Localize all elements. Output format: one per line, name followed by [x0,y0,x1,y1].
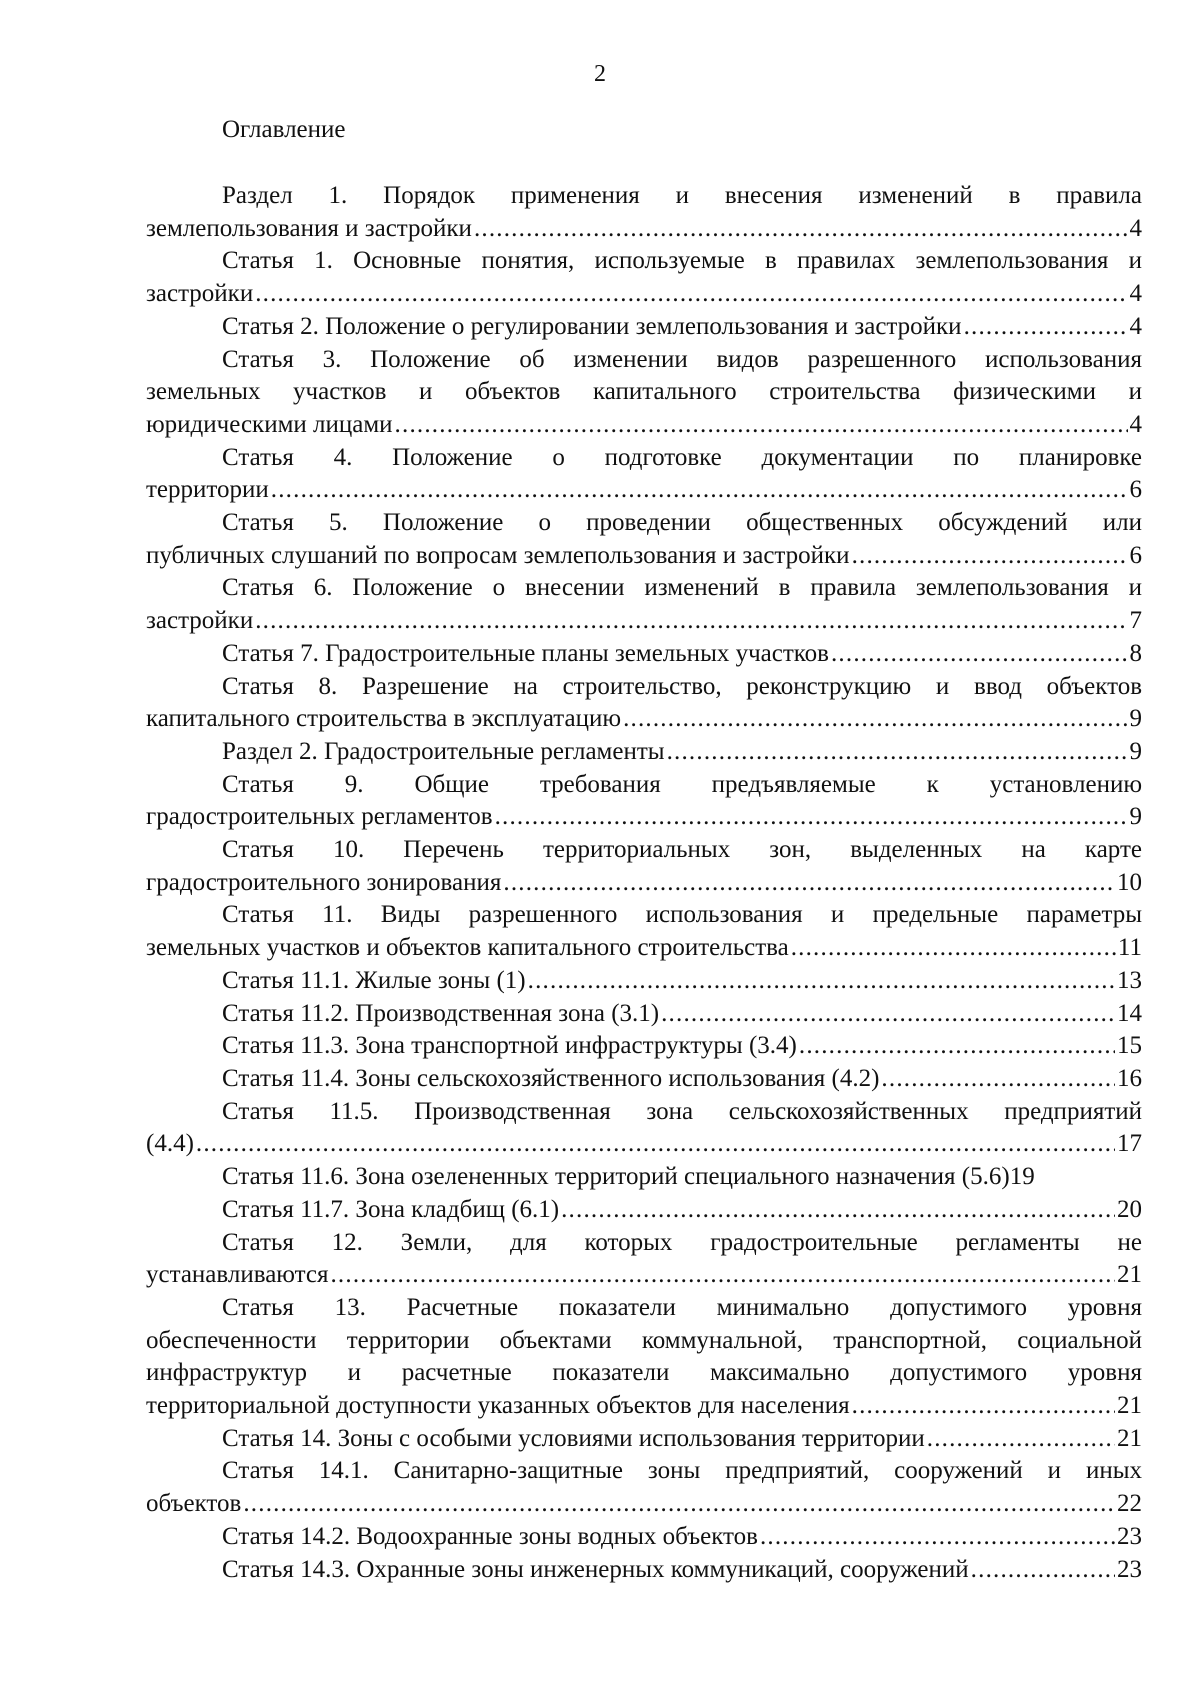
toc-entry-text-line: инфраструктур и расчетные показатели максимально допустимого уровня [146,1359,1142,1387]
dot-leader [395,409,1128,442]
toc-entry-last-line [146,1161,1142,1194]
toc-entry-title: Статья 11.1. Жилые зоны (1) [222,966,526,994]
toc-entry-title: Статья 11.4. Зоны сельскохозяйственного использования (4.2) [222,1064,880,1092]
toc-entry-text-line: Статья 13. Расчетные показатели минимально допустимого уровня [222,1293,1142,1321]
toc-entry-text-line: Статья 1. Основные понятия, используемые в правилах землепользования и [222,247,1142,275]
toc-entry-text-line: Статья 10. Перечень территориальных зон, выделенных на карте [222,836,1142,864]
toc-entry-title: землепользования и застройки [146,214,472,242]
toc-entry[interactable] [146,671,1142,736]
toc-entry[interactable] [146,834,1142,899]
dot-leader [852,540,1128,573]
toc-entry-last-line [146,311,1142,344]
dot-leader [831,638,1128,671]
toc-entry[interactable] [146,1554,1142,1587]
dot-leader [474,213,1128,246]
toc-entry-last-line [146,998,1142,1031]
toc-entry-last-line [146,1423,1142,1456]
toc-entry-last-line [146,736,1142,769]
dot-leader [667,736,1128,769]
toc-entry[interactable] [146,1030,1142,1063]
toc-entry-last-line [146,703,1142,736]
toc-entry-last-line [146,605,1142,638]
dot-leader [495,801,1128,834]
toc-entry-page-number: 23 [1117,1555,1142,1583]
toc-entry-title: Статья 2. Положение о регулировании землепользования и застройки [222,312,962,340]
toc-entry-page-number: 20 [1117,1195,1142,1223]
toc-entry-last-line [146,540,1142,573]
toc-entry-last-line [146,932,1142,965]
toc-entry[interactable] [146,1521,1142,1554]
dot-leader [243,1488,1115,1521]
toc-entry-page-number: 21 [1117,1424,1142,1452]
toc-entry[interactable] [146,1194,1142,1227]
toc-entry[interactable] [146,1455,1142,1520]
toc-entry-text-line: Статья 12. Земли, для которых градостроительные регламенты не [222,1228,1142,1256]
toc-entry-text-line: Статья 14.1. Санитарно-защитные зоны предприятий, сооружений и иных [222,1457,1142,1485]
toc-entry-page-number: 21 [1117,1261,1142,1289]
toc-entry[interactable] [146,442,1142,507]
dot-leader [661,998,1115,1031]
toc-entry-last-line [146,638,1142,671]
toc-entry-title: Статья 7. Градостроительные планы земельных участков [222,639,829,667]
dot-leader [255,278,1127,311]
toc-entry-last-line [146,1390,1142,1423]
toc-entry-text-line: Статья 3. Положение об изменении видов разрешенного использования [222,345,1142,373]
toc-entry-page-number: 6 [1129,541,1142,569]
toc-entry[interactable] [146,769,1142,834]
dot-leader [623,703,1127,736]
dot-leader [799,1030,1115,1063]
toc-entry-last-line [146,213,1142,246]
toc-entry-title: земельных участков и объектов капитального строительства [146,934,789,962]
toc-entry-page-number: 22 [1117,1490,1142,1518]
toc-entry[interactable] [146,344,1142,442]
toc-entry-last-line [146,409,1142,442]
toc-entry-page-number: 19 [1009,1163,1035,1191]
toc-entry[interactable] [146,1292,1142,1423]
toc-entry-page-number: 4 [1129,410,1142,438]
toc-heading: Оглавление [222,116,346,143]
toc-entry-text-line: обеспеченности территории объектами коммунальной, транспортной, социальной [146,1326,1142,1354]
dot-leader [271,474,1128,507]
dot-leader [561,1194,1115,1227]
page-number: 2 [594,61,606,87]
toc-entry-page-number: 15 [1117,1032,1142,1060]
toc-entry[interactable] [146,638,1142,671]
dot-leader [196,1128,1115,1161]
toc-entry-text-line: Статья 11. Виды разрешенного использования и предельные параметры [222,901,1142,929]
toc-entry-last-line [146,1128,1142,1161]
toc-entry-last-line [146,867,1142,900]
toc-entry-title: Раздел 2. Градостроительные регламенты [222,737,665,765]
dot-leader [927,1423,1115,1456]
toc-entry-page-number: 4 [1129,214,1142,242]
dot-leader [760,1521,1115,1554]
toc-entry-page-number: 8 [1129,639,1142,667]
toc-entry-title: капитального строительства в эксплуатацию [146,705,622,733]
toc-entry-last-line [146,1063,1142,1096]
toc-entry-title: территории [146,476,269,504]
toc-entry-title: застройки [146,280,254,308]
toc-entry-text-line: Статья 8. Разрешение на строительство, реконструкцию и ввод объектов [222,672,1142,700]
toc-entry-title: Статья 14. Зоны с особыми условиями использования территории [222,1424,925,1452]
dot-leader [330,1259,1115,1292]
toc-entry[interactable] [146,180,1142,245]
toc-entry-page-number: 13 [1117,966,1142,994]
toc-entry-title: Статья 14.3. Охранные зоны инженерных коммуникаций, сооружений [222,1555,969,1583]
toc-entry[interactable] [146,1227,1142,1292]
dot-leader [964,311,1128,344]
toc-entry[interactable] [146,311,1142,344]
toc-entry[interactable] [146,1161,1142,1194]
toc-entry-last-line [146,278,1142,311]
toc-entry-page-number: 4 [1129,280,1142,308]
toc-entry[interactable] [146,1063,1142,1096]
toc-entry[interactable] [146,1423,1142,1456]
toc-entry-page-number: 10 [1117,868,1142,896]
toc-entry-title: (4.4) [146,1130,194,1158]
toc-entry[interactable] [146,736,1142,769]
toc-entry-page-number: 6 [1129,476,1142,504]
toc-entry-last-line [146,801,1142,834]
toc-entry-text-line: Статья 9. Общие требования предъявляемые к установлению [222,770,1142,798]
toc-entry-last-line [146,1194,1142,1227]
toc-entry-title: Статья 11.6. Зона озелененных территорий специального назначения (5.6) [222,1163,1010,1191]
toc-entry-last-line [146,474,1142,507]
toc-entry-title: градостроительного зонирования [146,868,502,896]
toc-entry[interactable] [146,572,1142,637]
toc-entry-last-line [146,1521,1142,1554]
dot-leader [255,605,1127,638]
toc-entry-page-number: 7 [1129,607,1142,635]
toc-entry[interactable] [146,998,1142,1031]
toc-entry-text-line: Статья 11.5. Производственная зона сельскохозяйственных предприятий [222,1097,1142,1125]
toc-entry-page-number: 9 [1129,803,1142,831]
dot-leader [971,1554,1115,1587]
toc-entry-page-number: 16 [1117,1064,1142,1092]
dot-leader [503,867,1115,900]
toc-entry-page-number: 23 [1117,1522,1142,1550]
toc-entry-text-line: Раздел 1. Порядок применения и внесения изменений в правила [222,182,1142,209]
toc-entry-title: публичных слушаний по вопросам землепользования и застройки [146,541,850,569]
toc-entry[interactable] [146,245,1142,310]
toc-entry-title: Статья 11.7. Зона кладбищ (6.1) [222,1195,560,1223]
toc-entry-page-number: 17 [1117,1130,1142,1158]
toc-entry-title: юридическими лицами [146,410,393,438]
toc-entry-text-line: Статья 4. Положение о подготовке документации по планировке [222,443,1142,471]
toc-entry-last-line [146,965,1142,998]
toc-entry-page-number: 11 [1117,934,1142,962]
dot-leader [528,965,1115,998]
toc-entry-title: градостроительных регламентов [146,803,493,831]
toc-entry[interactable] [146,899,1142,964]
toc-entry-title: Статья 11.3. Зона транспортной инфраструктуры (3.4) [222,1032,797,1060]
toc-entry-last-line [146,1259,1142,1292]
toc-entry-page-number: 21 [1117,1392,1142,1420]
toc-entry-title: объектов [146,1490,242,1518]
toc-entry[interactable] [146,507,1142,572]
toc-entry-title: застройки [146,607,254,635]
dot-leader [881,1063,1115,1096]
toc-entry-page-number: 9 [1129,737,1142,765]
toc-entry-title: устанавливаются [146,1261,329,1289]
dot-leader [791,932,1116,965]
toc-entry-page-number: 9 [1129,705,1142,733]
toc-entry[interactable] [146,965,1142,998]
toc-entry[interactable] [146,1096,1142,1161]
dot-leader [852,1390,1115,1423]
toc-entry-page-number: 14 [1117,999,1142,1027]
toc-entry-text-line: Статья 5. Положение о проведении общественных обсуждений или [222,509,1142,537]
table-of-contents [146,180,1142,1586]
toc-entry-title: Статья 11.2. Производственная зона (3.1) [222,999,660,1027]
toc-entry-last-line [146,1488,1142,1521]
toc-entry-last-line [146,1554,1142,1587]
toc-entry-page-number: 4 [1129,312,1142,340]
toc-entry-last-line [146,1030,1142,1063]
toc-entry-title: территориальной доступности указанных объектов для населения [146,1392,850,1420]
toc-entry-text-line: Статья 6. Положение о внесении изменений в правила землепользования и [222,574,1142,602]
toc-entry-text-line: земельных участков и объектов капитального строительства физическими и [146,378,1142,406]
toc-entry-title: Статья 14.2. Водоохранные зоны водных объектов [222,1522,758,1550]
